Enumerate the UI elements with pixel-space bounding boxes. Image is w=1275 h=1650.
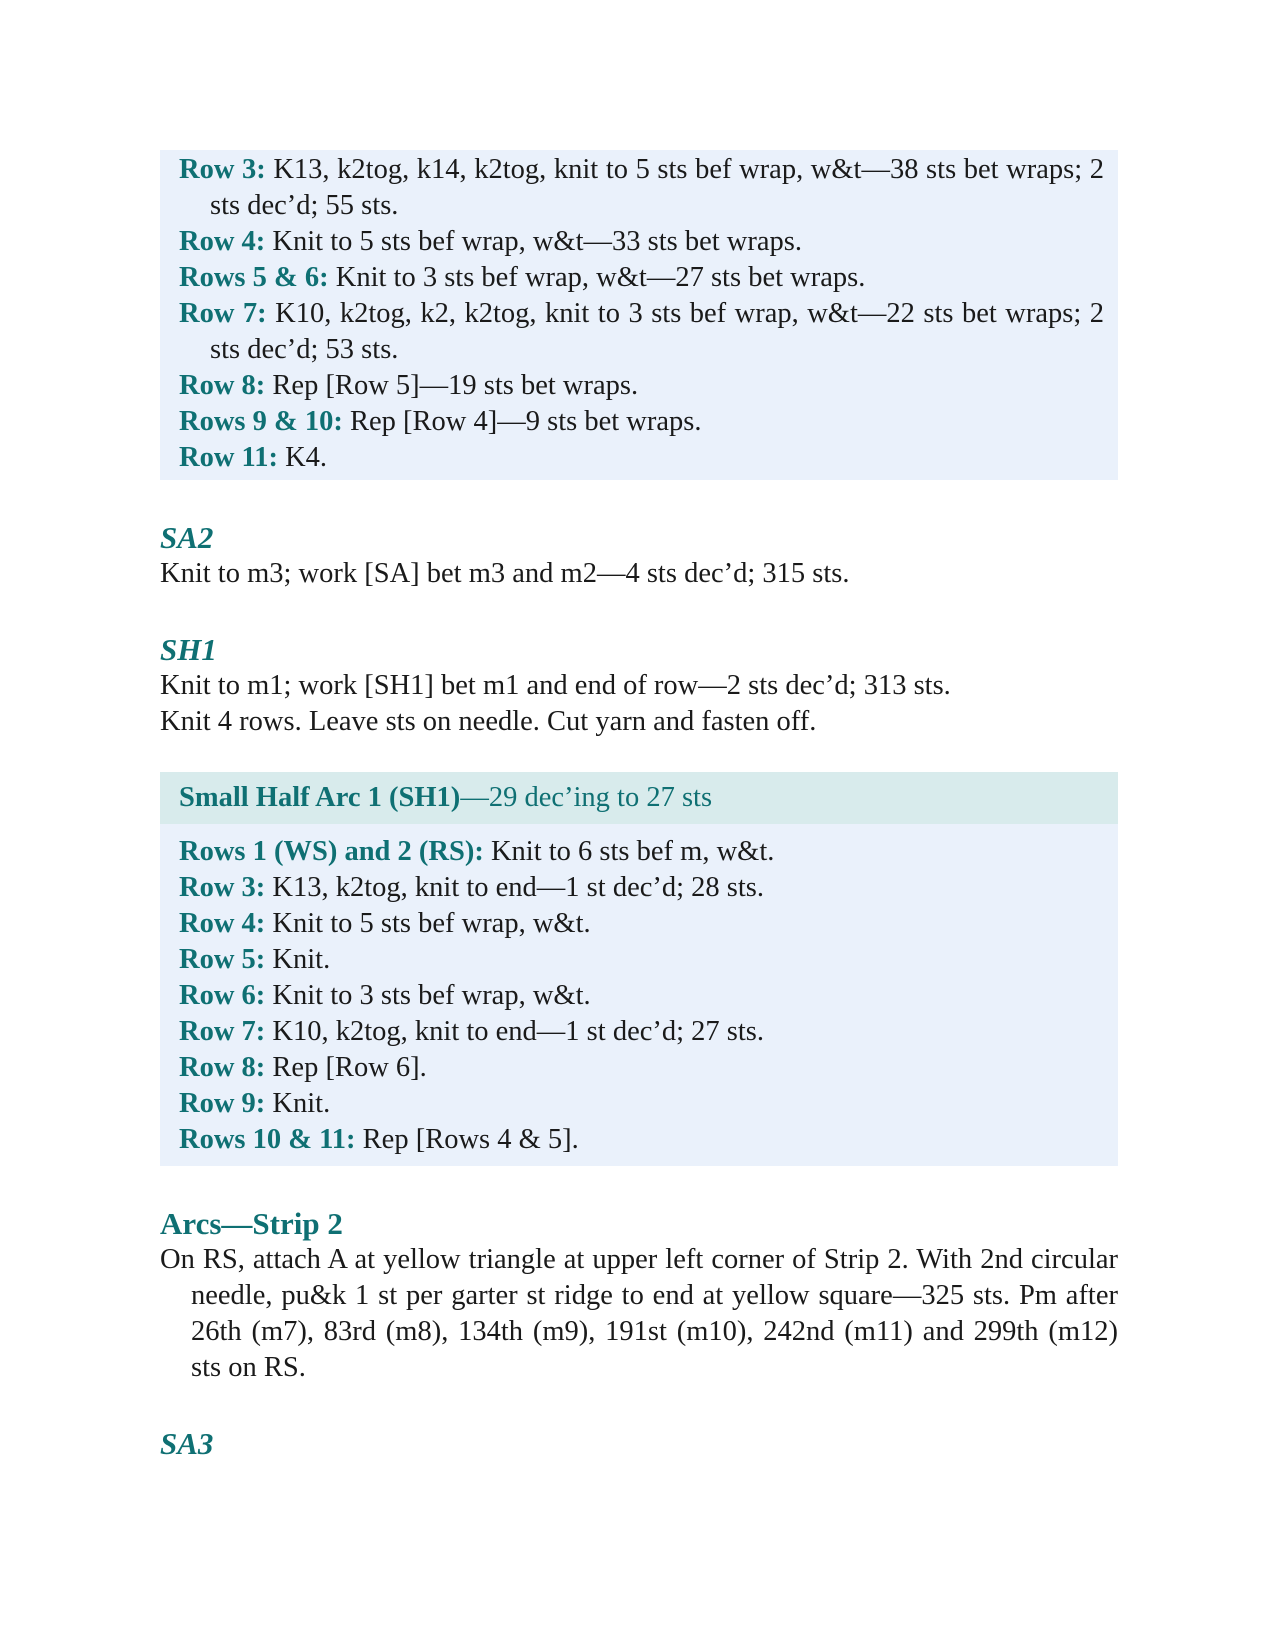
row-text: Knit to 3 sts bef wrap, w&t—27 sts bet wraps. — [328, 262, 866, 293]
page-content — [160, 150, 1118, 1462]
row-4-instruction — [179, 224, 1104, 260]
row-3-instruction — [179, 870, 1104, 906]
row-text: Rep [Row 4]—9 sts bet wraps. — [342, 406, 702, 437]
rows-9-10-instruction — [179, 404, 1104, 440]
row-label: Row 4: — [179, 226, 266, 257]
box-title-rest: —29 dec’ing to 27 sts — [460, 782, 713, 813]
row-text: Knit to 5 sts bef wrap, w&t—33 sts bet wraps. — [265, 226, 802, 257]
row-label: Row 4: — [179, 908, 266, 939]
small-half-arc-box — [160, 824, 1118, 1166]
row-8-instruction — [179, 368, 1104, 404]
row-text: Knit to 5 sts bef wrap, w&t. — [265, 908, 591, 939]
row-7-instruction — [179, 296, 1104, 368]
row-label: Row 3: — [179, 872, 266, 903]
arcs-strip-2-instruction: On RS, attach A at yellow triangle at upper left corner of Strip 2. With 2nd circular needle, pu&k 1 st per garter st ridge to end at yellow square—325 sts. Pm after 26th (m7), 83rd (m8), 134th (m9), 191st (m10), 242nd (m11) and 299th (m12) sts on RS. — [160, 1244, 1118, 1383]
row-5-instruction — [179, 942, 1104, 978]
section-heading-sh1: SH1 — [160, 632, 217, 667]
instruction-box-continued — [160, 150, 1118, 480]
row-3-instruction — [179, 152, 1104, 224]
box-title-bold: Small Half Arc 1 (SH1) — [179, 782, 461, 813]
row-8-instruction — [179, 1050, 1104, 1086]
row-label: Row 7: — [179, 1016, 266, 1047]
row-text: Rep [Row 6]. — [265, 1052, 427, 1083]
rows-1-2-instruction — [179, 834, 1104, 870]
row-label: Row 11: — [179, 442, 278, 473]
sh1-instruction-2: Knit 4 rows. Leave sts on needle. Cut yarn and fasten off. — [160, 706, 817, 737]
row-label: Row 5: — [179, 944, 266, 975]
row-text: Rep [Row 5]—19 sts bet wraps. — [265, 370, 639, 401]
row-text: K13, k2tog, knit to end—1 st dec’d; 28 sts. — [265, 872, 765, 903]
section-heading-sa2: SA2 — [160, 520, 214, 555]
row-text: Knit to 6 sts bef m, w&t. — [483, 836, 775, 867]
row-label: Rows 5 & 6: — [179, 262, 329, 293]
row-text: Knit. — [265, 944, 331, 975]
row-text: K10, k2tog, k2, k2tog, knit to 3 sts bef wrap, w&t—22 sts bet wraps; 2 sts dec’d; 53 sts. — [210, 298, 1104, 365]
row-label: Rows 1 (WS) and 2 (RS): — [179, 836, 484, 867]
row-label: Row 3: — [179, 154, 266, 185]
row-text: K4. — [277, 442, 328, 473]
row-label: Row 8: — [179, 370, 266, 401]
row-label: Row 9: — [179, 1088, 266, 1119]
sh1-instruction-1: Knit to m1; work [SH1] bet m1 and end of row—2 sts dec’d; 313 sts. — [160, 670, 951, 701]
row-4-instruction — [179, 906, 1104, 942]
row-label: Rows 10 & 11: — [179, 1124, 356, 1155]
row-11-instruction — [179, 440, 1104, 476]
sa2-instruction: Knit to m3; work [SA] bet m3 and m2—4 sts dec’d; 315 sts. — [160, 558, 850, 589]
row-label: Row 7: — [179, 298, 267, 329]
row-7-instruction — [179, 1014, 1104, 1050]
row-9-instruction — [179, 1086, 1104, 1122]
row-6-instruction — [179, 978, 1104, 1014]
small-half-arc-box-title — [160, 772, 1118, 824]
section-heading-sa3: SA3 — [160, 1426, 214, 1461]
row-text: Knit to 3 sts bef wrap, w&t. — [265, 980, 591, 1011]
row-text: Knit. — [265, 1088, 331, 1119]
row-text: K13, k2tog, k14, k2tog, knit to 5 sts bef wrap, w&t—38 sts bet wraps; 2 sts dec’d; 55 sts. — [210, 154, 1104, 221]
row-label: Rows 9 & 10: — [179, 406, 343, 437]
row-label: Row 6: — [179, 980, 266, 1011]
rows-10-11-instruction — [179, 1122, 1104, 1158]
row-text: K10, k2tog, knit to end—1 st dec’d; 27 sts. — [265, 1016, 765, 1047]
row-label: Row 8: — [179, 1052, 266, 1083]
row-text: Rep [Rows 4 & 5]. — [355, 1124, 579, 1155]
rows-5-6-instruction — [179, 260, 1104, 296]
section-heading-arcs-strip-2: Arcs—Strip 2 — [160, 1206, 343, 1241]
